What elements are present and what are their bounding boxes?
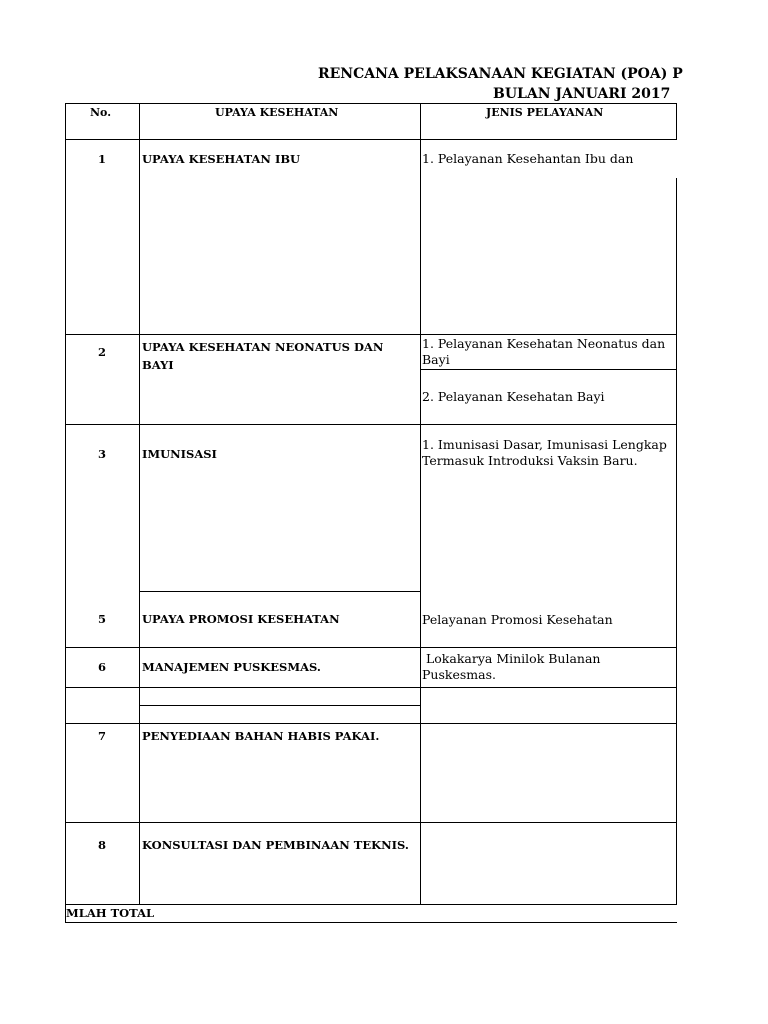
header-jenis-pelayanan: JENIS PELAYANAN [486,106,604,119]
row-number: 5 [98,612,107,626]
page-title: RENCANA PELAKSANAAN KEGIATAN (POA) P [318,66,683,82]
row-upaya: UPAYA KESEHATAN NEONATUS DAN BAYI [142,340,384,372]
row-upaya: UPAYA KESEHATAN IBU [142,152,301,166]
row-upaya: PENYEDIAAN BAHAN HABIS PAKAI. [142,729,380,743]
total-label: MLAH TOTAL [66,906,155,920]
row-number: 6 [98,660,107,674]
row-upaya: MANAJEMEN PUSKESMAS. [142,660,321,674]
row-jenis: 1. Pelayanan Kesehantan Ibu dan [422,151,634,166]
row-number: 3 [98,447,107,461]
row-jenis: Pelayanan Promosi Kesehatan [422,612,613,627]
row-upaya: UPAYA PROMOSI KESEHATAN [142,612,340,626]
row-upaya: IMUNISASI [142,447,217,461]
row-jenis: 2. Pelayanan Kesehatan Bayi [422,389,605,404]
row-jenis: 1. Pelayanan Kesehatan Neonatus dan Bayi [422,336,666,367]
row-jenis: Lokakarya Minilok Bulanan Puskesmas. [422,651,605,682]
row-upaya: KONSULTASI DAN PEMBINAAN TEKNIS. [142,838,409,852]
row-number: 7 [98,729,107,743]
row-number: 1 [98,152,107,166]
page-subtitle: BULAN JANUARI 2017 [493,86,671,102]
header-no: No. [90,106,112,119]
row-jenis: 1. Imunisasi Dasar, Imunisasi Lengkap Termasuk Introduksi Vaksin Baru. [422,437,667,468]
row-number: 8 [98,838,107,852]
header-upaya-kesehatan: UPAYA KESEHATAN [215,106,339,119]
row-number: 2 [98,345,107,359]
